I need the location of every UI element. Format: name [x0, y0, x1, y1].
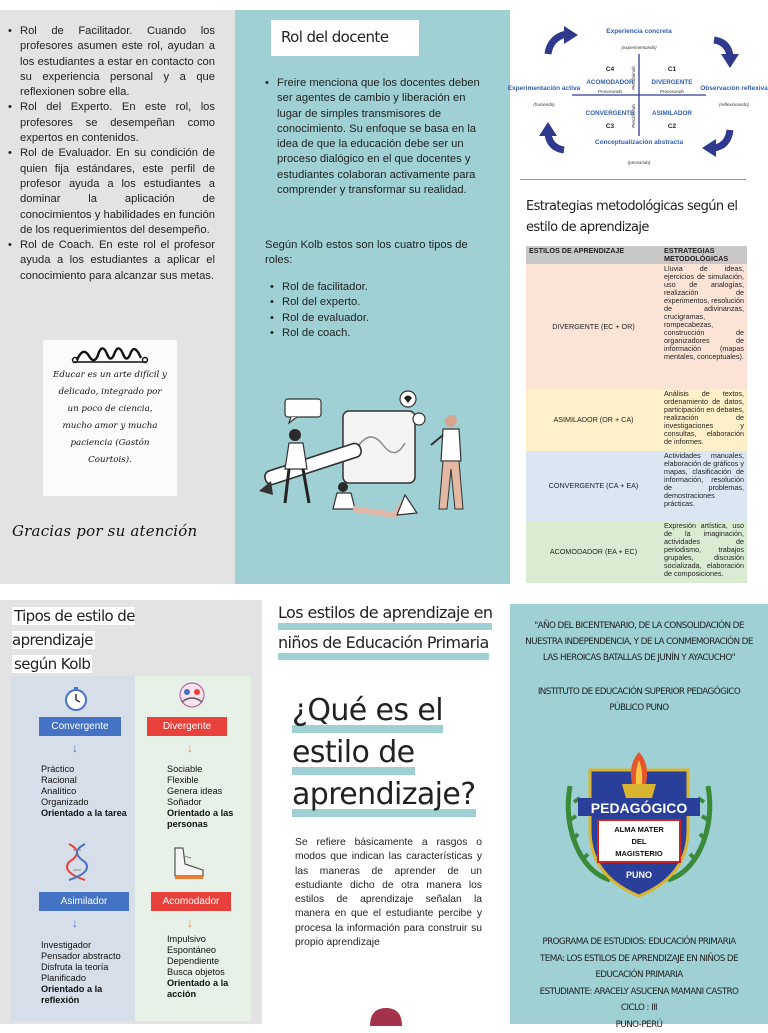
role-facilitator-item: • Rol de Facilitador. Cuando los profesores asumen este rol, ayudan a los estudiantes a estar en contacto con su experiencia personal y a que reflexionen sobre ella.	[8, 24, 215, 100]
table-cell-style: CONVERGENTE (CA + EA)	[526, 451, 661, 521]
table-header: ESTRATEGIAS METODOLÓGICAS	[661, 246, 747, 264]
kolb-right-column	[135, 676, 251, 1021]
divergente-label: Divergente	[147, 717, 227, 736]
svg-text:Percibiendo: Percibiendo	[631, 66, 636, 90]
strategies-title: Estrategias metodológicas según el estilo de aprendizaje	[526, 196, 746, 238]
crest-line1: ALMA MATER	[614, 825, 664, 834]
cycle-right-sub: (reflexionando)	[719, 102, 750, 107]
freire-list	[265, 76, 491, 198]
kolb-left-column	[11, 676, 135, 1021]
quote-text: Educar es un arte difícil y delicado, integrado por un poco de ciencia, mucho amor y mucha paciencia (Gastón Courtois).	[53, 367, 167, 469]
role-expert-item: • Rol del Experto. En este rol, los profesores se desempeñan como expertos en contenidos.	[8, 100, 215, 146]
kolb-cycle-diagram	[514, 18, 764, 170]
program-text: PROGRAMA DE ESTUDIOS: EDUCACIÓN PRIMARIA	[524, 934, 754, 951]
cycle-text: CICLO : III	[524, 1000, 754, 1017]
strategies-panel	[510, 10, 768, 584]
year-motto: "AÑO DEL BICENTENARIO, DE LA CONSOLIDACIÓN DE NUESTRA INDEPENDENCIA, Y DE LA CONMEMORACIÓN DE LAS HEROICAS BATALLAS DE JUNÍN Y AYACUCHO"	[524, 618, 754, 666]
table-row	[526, 264, 747, 389]
acomodador-label: Acomodador	[151, 892, 231, 911]
cycle-left-sub: (haciendo)	[533, 102, 555, 107]
down-arrow-icon: ↓	[72, 917, 78, 929]
strategies-table	[526, 246, 747, 583]
institution-name: INSTITUTO DE EDUCACIÓN SUPERIOR PEDAGÓGICO PÚBLICO PUNO	[524, 684, 754, 716]
panel-title-box	[271, 20, 419, 56]
scroll-ornament-icon	[43, 342, 177, 368]
table-cell-style: ACOMODADOR (EA + EC)	[526, 521, 661, 583]
table-header: ESTILOS DE APRENDIZAJE	[526, 246, 661, 264]
kolb-role-item: • Rol de coach.	[270, 326, 470, 341]
teamwork-illustration	[255, 385, 485, 525]
sneaker-icon	[169, 842, 209, 882]
asimilador-label: Asimilador	[39, 892, 129, 911]
table-cell-strategy: Actividades manuales, elaboración de gráficos y mapas, clasificación de información, resolución de problemas, demostraciones prácticas.	[661, 451, 747, 521]
roles-panel	[0, 10, 235, 584]
freire-text: • Freire menciona que los docentes deben ser agentes de cambio y liberación en lugar de simples transmisores de conocimiento. Su enfoque se basa en la idea de que la educación debe ser un proceso dialógico en el que docentes y estudiantes colaboran activamente para comprender y transformar su realidad.	[265, 76, 491, 198]
kolb-styles-title: Tipos de estilo de aprendizaje según Kolb	[12, 604, 212, 676]
person-head-icon	[366, 1006, 406, 1026]
cycle-right-label: Observación reflexiva	[700, 85, 768, 92]
convergente-label: Convergente	[39, 717, 121, 736]
learning-style-definition: Se refiere básicamente a rasgos o modos que indican las características y las maneras de aprender de un estudiante dicho de otra manera los estilos de aprendizaje señalan la manera en que el estudiante percibe y procesa la información para construir su propio aprendizaje	[295, 836, 482, 950]
quote-card	[43, 340, 177, 496]
cover-panel	[510, 604, 768, 1024]
svg-text:CONVERGENTE: CONVERGENTE	[586, 110, 635, 117]
student-text: ESTUDIANTE: ARACELY ASUCENA MAMANI CASTRO	[524, 984, 754, 1001]
teacher-roles-list	[8, 24, 215, 284]
divergente-traits: Sociable Flexible Genera ideas Soñador Orientado a las personas	[167, 764, 251, 830]
table-cell-strategy: Análisis de textos, ordenamiento de datos, participación en debates, realización de investigaciones y consultas, elaboración de informes.	[661, 389, 747, 451]
svg-text:C1: C1	[668, 66, 677, 73]
kolb-styles-panel	[0, 600, 262, 1024]
svg-text:ASIMILADOR: ASIMILADOR	[652, 110, 692, 117]
learning-styles-title: Los estilos de aprendizaje en niños de Educación Primaria	[278, 600, 498, 660]
kolb-styles-grid	[11, 676, 251, 1021]
kolb-role-item: • Rol del experto.	[270, 295, 470, 310]
svg-text:C2: C2	[668, 123, 677, 130]
topic-text: TEMA: LOS ESTILOS DE APRENDIZAJE EN NIÑOS DE EDUCACIÓN PRIMARIA	[524, 951, 754, 984]
table-cell-strategy: Lluvia de ideas, ejercicios de simulación, uso de analogías, realización de experimentos, resolución de adivinanzas, crucigramas, rompecabezas, construcción de organizadores de información (mapas mentales, conceptuales).	[661, 264, 747, 389]
cycle-top-label: Experiencia concreta	[606, 28, 672, 35]
thanks-text: Gracias por su atención	[12, 522, 197, 540]
down-arrow-icon: ↓	[187, 742, 193, 754]
kolb-role-item: • Rol de facilitador.	[270, 280, 470, 295]
what-is-question: ¿Qué es el estilo de aprendizaje?	[292, 692, 482, 818]
svg-text:C4: C4	[606, 66, 615, 73]
place-text: PUNO-PERÚ	[524, 1017, 754, 1033]
crest-bottom-text: PUNO	[626, 870, 652, 880]
kolb-role-item: • Rol de evaluador.	[270, 311, 470, 326]
down-arrow-icon: ↓	[72, 742, 78, 754]
cycle-bottom-label: Conceptualización abstracta	[595, 139, 684, 146]
role-coach-item: • Rol de Coach. En este rol el profesor ayuda a los estudiantes a aplicar el conocimiento para alcanzar sus metas.	[8, 238, 215, 284]
cycle-left-label: Experimentación activa	[508, 85, 581, 92]
cycle-top-sub: (experimentando)	[621, 45, 657, 50]
dna-icon	[65, 842, 89, 882]
svg-text:Percibiendo: Percibiendo	[631, 104, 636, 128]
table-row	[526, 389, 747, 451]
teacher-role-panel	[235, 10, 510, 584]
group-people-icon	[177, 682, 207, 708]
table-header-row	[526, 246, 747, 264]
svg-text:ACOMODADOR: ACOMODADOR	[586, 79, 634, 86]
panel-title: Rol del docente	[281, 28, 388, 46]
svg-text:C3: C3	[606, 123, 615, 130]
divider	[520, 179, 746, 180]
svg-text:Procesando: Procesando	[660, 89, 685, 94]
kolb-roles-list	[270, 280, 470, 341]
table-row	[526, 451, 747, 521]
table-row	[526, 521, 747, 583]
crest-line2: DEL	[632, 837, 647, 846]
stopwatch-icon	[63, 686, 89, 712]
cover-details	[524, 934, 754, 1033]
role-evaluator-item: • Rol de Evaluador. En su condición de quien fija estándares, este perfil de profesor ayuda a los estudiantes a dominar la aplicación de conocimientos y habilidades en función de los requerimientos del desempeño.	[8, 146, 215, 238]
convergente-traits: Práctico Racional Analítico Organizado Orientado a la tarea	[41, 764, 131, 819]
kolb-intro: Según Kolb estos son los cuatro tipos de roles:	[265, 238, 491, 269]
acomodador-traits: Impulsivo Espontáneo Dependiente Busca objetos Orientado a la acción	[167, 934, 251, 1000]
svg-text:DIVERGENTE: DIVERGENTE	[652, 79, 693, 86]
table-cell-style: ASIMILADOR (OR + CA)	[526, 389, 661, 451]
svg-text:Procesando: Procesando	[598, 89, 623, 94]
table-cell-strategy: Expresión artística, uso de la imaginación, actividades de periodismo, trabajos grupales, discusión socializada, elaboración de composiciones.	[661, 521, 747, 583]
table-cell-style: DIVERGENTE (EC + OR)	[526, 264, 661, 389]
crest-top-text: PEDAGÓGICO	[591, 799, 688, 816]
crest-line3: MAGISTERIO	[615, 849, 663, 858]
asimilador-traits: Investigador Pensador abstracto Disfruta la teoría Planificado Orientado a la reflexión	[41, 940, 137, 1006]
institution-crest-logo	[560, 750, 718, 900]
learning-style-panel	[262, 600, 510, 1024]
down-arrow-icon: ↓	[187, 917, 193, 929]
cycle-bottom-sub: (pensando)	[628, 160, 651, 165]
